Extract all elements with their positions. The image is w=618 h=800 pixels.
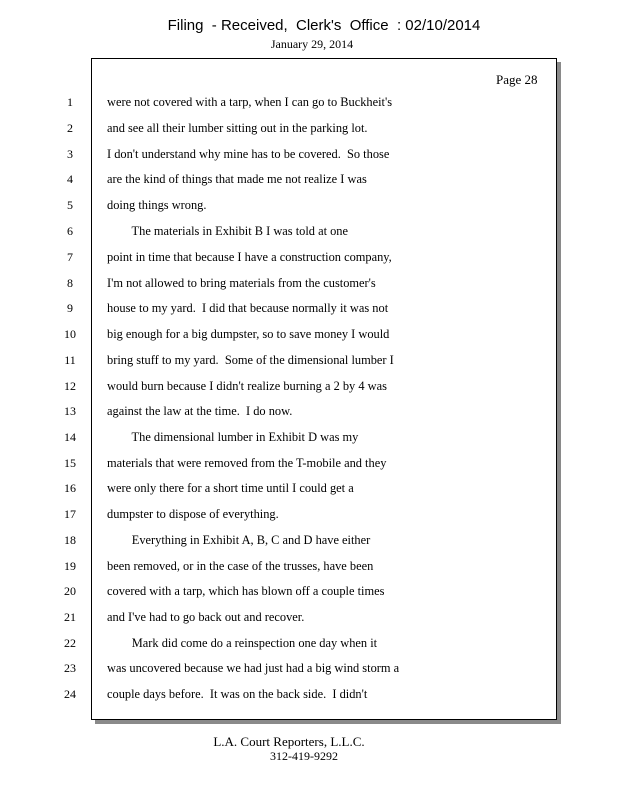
transcript-line: materials that were removed from the T-mobile and they [107, 456, 387, 470]
transcript-line: been removed, or in the case of the trusses, have been [107, 559, 374, 573]
line-number: 1 [67, 95, 73, 109]
line-number: 5 [67, 198, 73, 212]
transcript-line: dumpster to dispose of everything. [107, 507, 279, 521]
filing-stamp: Filing - Received, Clerk's Office : 02/10/2014 [167, 17, 481, 34]
transcript-line: covered with a tarp, which has blown off a couple times [107, 584, 385, 598]
line-number: 17 [64, 507, 76, 521]
line-number: 15 [64, 456, 76, 470]
line-number: 4 [67, 172, 73, 186]
transcript-line: bring stuff to my yard. Some of the dimensional lumber I [107, 353, 394, 367]
transcript-line: were only there for a short time until I could get a [107, 481, 354, 495]
transcript-line: big enough for a big dumpster, so to save money I would [107, 327, 390, 341]
line-number: 14 [64, 430, 76, 444]
transcript-line: couple days before. It was on the back side. I didn't [107, 687, 368, 701]
transcript-line: Everything in Exhibit A, B, C and D have either [107, 533, 371, 547]
court-reporter-phone: 312-419-9292 [270, 749, 338, 763]
line-number: 9 [67, 301, 73, 315]
line-number: 20 [64, 584, 76, 598]
line-number: 11 [64, 353, 76, 367]
transcript-line: and I've had to go back out and recover. [107, 610, 305, 624]
line-number: 8 [67, 276, 73, 290]
transcript-line: point in time that because I have a construction company, [107, 250, 392, 264]
transcript-line: against the law at the time. I do now. [107, 404, 293, 418]
document-date: January 29, 2014 [270, 37, 354, 51]
transcript-line: I don't understand why mine has to be covered. So those [107, 147, 390, 161]
line-number: 12 [64, 379, 76, 393]
line-number: 21 [64, 610, 76, 624]
transcript-line: was uncovered because we had just had a big wind storm a [107, 661, 400, 675]
line-number: 7 [67, 250, 73, 264]
line-number: 24 [64, 687, 76, 701]
transcript-line: The materials in Exhibit B I was told at one [107, 224, 349, 238]
line-number: 19 [64, 559, 76, 573]
line-number: 16 [64, 481, 76, 495]
line-number: 23 [64, 661, 76, 675]
line-number: 2 [67, 121, 73, 135]
line-number: 10 [64, 327, 76, 341]
line-number: 6 [67, 224, 73, 238]
transcript-line: I'm not allowed to bring materials from the customer's [107, 276, 376, 290]
transcript-line: Mark did come do a reinspection one day when it [107, 636, 378, 650]
transcript-line: are the kind of things that made me not realize I was [107, 172, 367, 186]
transcript-line: were not covered with a tarp, when I can go to Buckheit's [107, 95, 393, 109]
line-number: 18 [64, 533, 76, 547]
transcript-line: would burn because I didn't realize burning a 2 by 4 was [107, 379, 387, 393]
line-number: 22 [64, 636, 76, 650]
transcript-line: doing things wrong. [107, 198, 207, 212]
court-reporter-name: L.A. Court Reporters, L.L.C. [213, 734, 365, 749]
line-number: 3 [67, 147, 73, 161]
line-number: 13 [64, 404, 76, 418]
transcript-line: house to my yard. I did that because normally it was not [107, 301, 389, 315]
transcript-line: and see all their lumber sitting out in the parking lot. [107, 121, 368, 135]
page-number: Page 28 [496, 72, 538, 87]
transcript-line: The dimensional lumber in Exhibit D was my [107, 430, 359, 444]
